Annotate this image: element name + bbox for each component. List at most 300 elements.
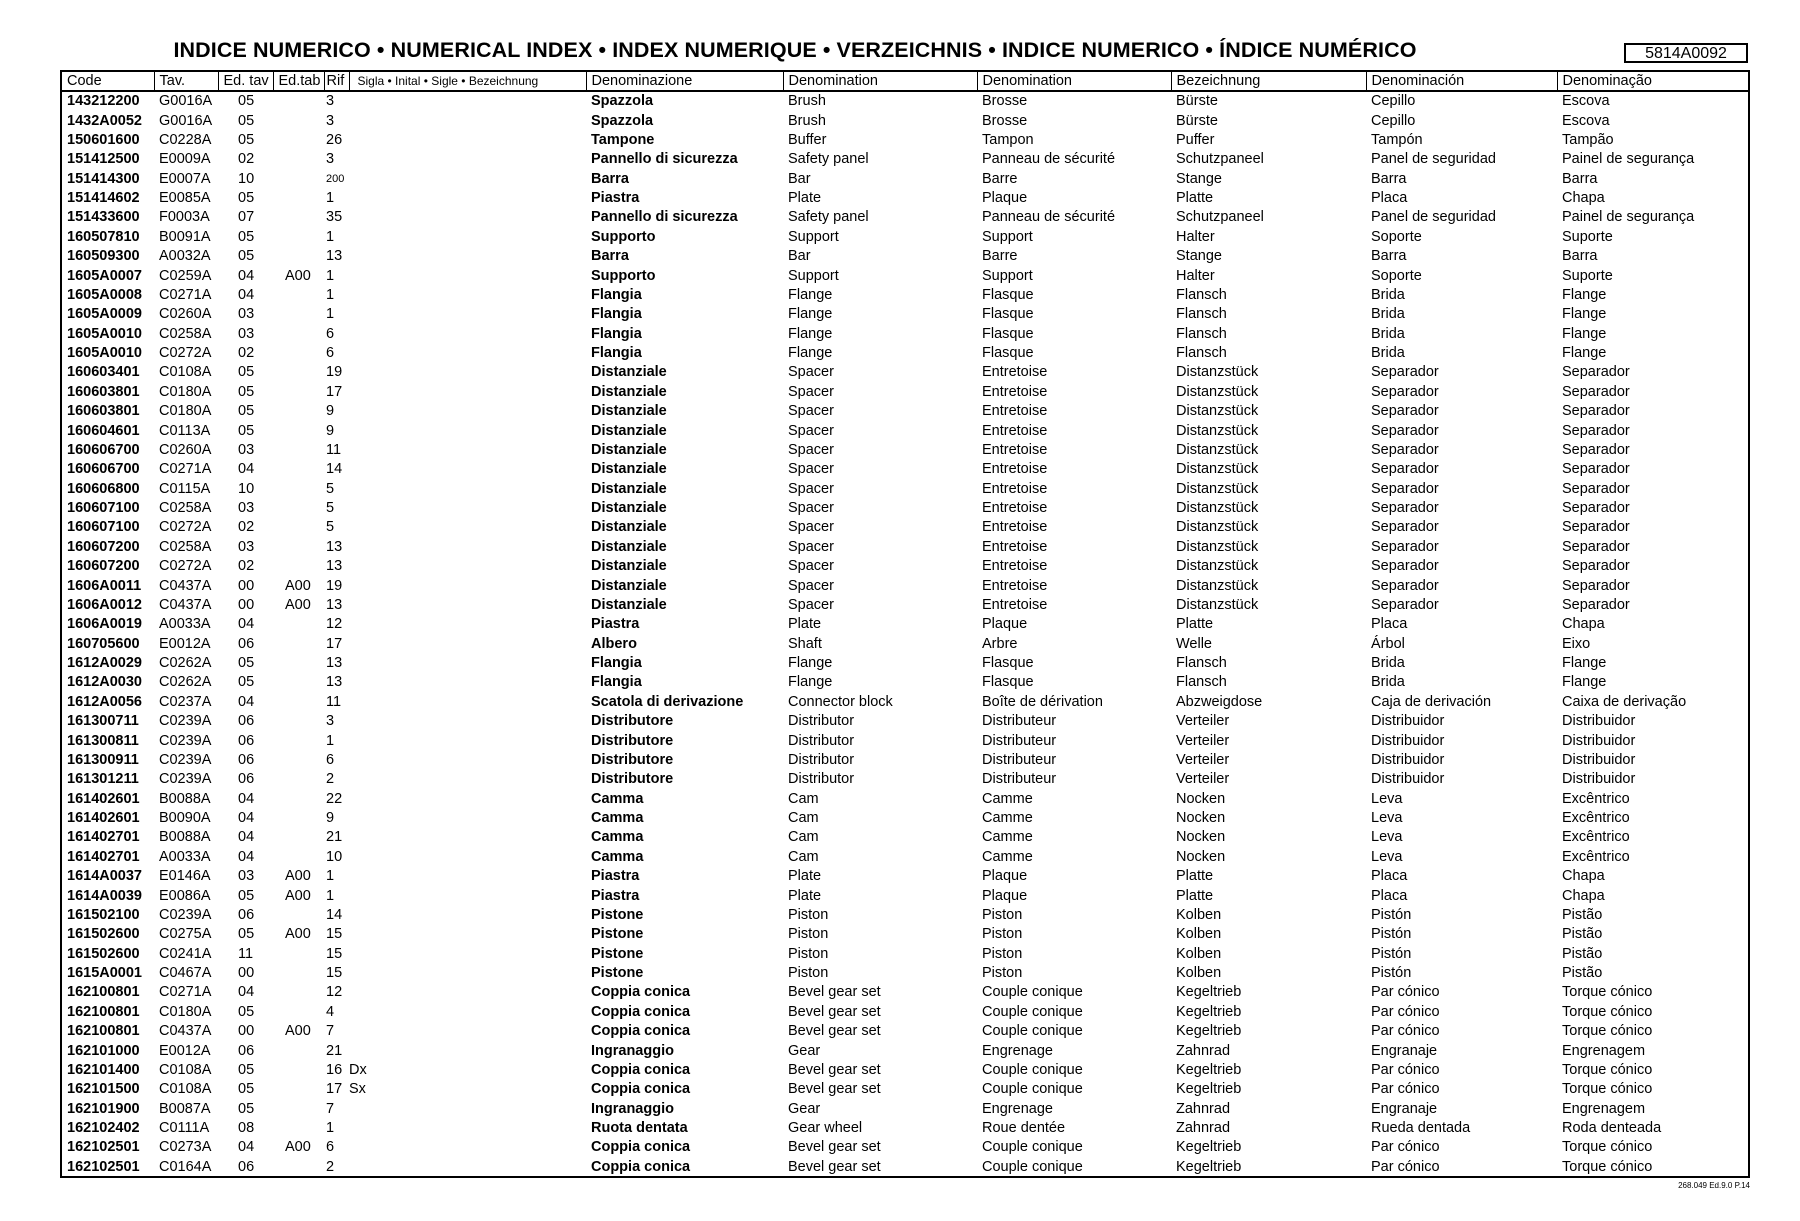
cell-rif: 3 <box>326 713 335 730</box>
cell-bezeichnung: Zahnrad <box>1176 1120 1231 1137</box>
cell-bezeichnung: Platte <box>1176 887 1214 904</box>
cell-tav: C0272A <box>159 558 212 575</box>
cell-sigla <box>349 1041 586 1060</box>
cell-bezeichnung: Halter <box>1176 267 1215 284</box>
cell-tav: C0239A <box>159 732 212 749</box>
cell-denominacion: Árbol <box>1371 635 1405 652</box>
cell-tav: C0180A <box>159 1003 212 1020</box>
cell-ed-tab <box>273 189 324 208</box>
cell-denominazione: Barra <box>591 170 629 187</box>
cell-denominazione: Camma <box>591 829 644 846</box>
cell-denominazione: Distanziale <box>591 558 667 575</box>
cell-denominazione: Tampone <box>591 131 655 148</box>
cell-denomination-fr: Support <box>982 267 1033 284</box>
cell-denominacion: Leva <box>1371 848 1403 865</box>
cell-denominazione: Supporto <box>591 228 656 245</box>
cell-sigla <box>349 247 586 266</box>
cell-code: 160604601 <box>67 422 140 439</box>
cell-denominacion: Cepillo <box>1371 93 1416 110</box>
cell-ed-tav: 05 <box>238 655 255 672</box>
cell-bezeichnung: Nocken <box>1176 829 1226 846</box>
cell-ed-tab <box>273 964 324 983</box>
cell-denomination-en: Bevel gear set <box>788 984 881 1001</box>
cell-code: 160509300 <box>67 248 140 265</box>
cell-denomination-fr: Entretoise <box>982 577 1048 594</box>
column-header-ed-tav: Ed. tav <box>218 72 273 91</box>
cell-denominacion: Pistón <box>1371 965 1412 982</box>
cell-denominacion: Separador <box>1371 538 1439 555</box>
cell-rif: 15 <box>326 945 343 962</box>
table-row <box>62 557 1748 576</box>
cell-denominazione: Distanziale <box>591 538 667 555</box>
cell-tav: B0088A <box>159 790 211 807</box>
cell-tav: C0273A <box>159 1139 212 1156</box>
cell-ed-tav: 03 <box>238 306 255 323</box>
cell-ed-tab: A00 <box>285 1023 311 1040</box>
cell-rif: 11 <box>326 441 342 458</box>
cell-tav: E0086A <box>159 887 211 904</box>
cell-code: 1605A0010 <box>67 325 142 342</box>
cell-denomination-fr: Entretoise <box>982 383 1048 400</box>
cell-bezeichnung: Distanzstück <box>1176 441 1259 458</box>
cell-bezeichnung: Kegeltrieb <box>1176 1081 1242 1098</box>
cell-ed-tab <box>273 1080 324 1099</box>
cell-sigla <box>349 286 586 305</box>
cell-ed-tav: 06 <box>238 751 255 768</box>
cell-code: 161300811 <box>67 732 139 749</box>
cell-rif: 2 <box>326 1158 335 1175</box>
cell-denominacion: Placa <box>1371 887 1408 904</box>
cell-ed-tav: 06 <box>238 732 255 749</box>
cell-ed-tav: 05 <box>238 364 255 381</box>
cell-denomination-en: Flange <box>788 345 833 362</box>
cell-tav: A0032A <box>159 248 211 265</box>
cell-rif: 3 <box>326 151 335 168</box>
cell-tav: C0437A <box>159 577 212 594</box>
table-row <box>62 770 1748 789</box>
cell-code: 161402701 <box>67 848 140 865</box>
table-row <box>62 576 1748 595</box>
cell-sigla <box>349 828 586 847</box>
cell-denomination-fr: Panneau de sécurité <box>982 209 1116 226</box>
column-header-code: Code <box>62 72 154 91</box>
cell-code: 162100801 <box>67 1023 140 1040</box>
table-row <box>62 499 1748 518</box>
cell-denominazione: Coppia conica <box>591 1081 691 1098</box>
cell-denomination-en: Plate <box>788 887 822 904</box>
cell-bezeichnung: Kegeltrieb <box>1176 1158 1242 1175</box>
table-row <box>62 344 1748 363</box>
cell-denominacao: Roda denteada <box>1562 1120 1662 1137</box>
cell-denominacao: Excêntrico <box>1562 848 1630 865</box>
cell-denomination-fr: Distributeur <box>982 771 1057 788</box>
cell-denominazione: Camma <box>591 810 644 827</box>
column-header-ed-tab: Ed.tab <box>273 72 324 91</box>
cell-denominacion: Separador <box>1371 519 1439 536</box>
cell-ed-tav: 05 <box>238 1081 255 1098</box>
cell-ed-tav: 05 <box>238 93 255 110</box>
cell-tav: B0088A <box>159 829 211 846</box>
cell-denominazione: Pistone <box>591 926 644 943</box>
cell-denomination-en: Spacer <box>788 480 834 497</box>
cell-denominacion: Separador <box>1371 364 1439 381</box>
cell-denominacion: Pistón <box>1371 906 1412 923</box>
cell-denomination-fr: Plaque <box>982 887 1028 904</box>
cell-sigla: Dx <box>349 1061 367 1078</box>
cell-ed-tab: A00 <box>285 577 311 594</box>
title-row <box>0 38 1800 68</box>
cell-denominazione: Ingranaggio <box>591 1100 674 1117</box>
cell-ed-tab <box>273 770 324 789</box>
column-header-denominacao: Denominação <box>1557 72 1748 91</box>
cell-ed-tab <box>273 208 324 227</box>
cell-ed-tab <box>273 228 324 247</box>
cell-ed-tav: 00 <box>238 1023 255 1040</box>
cell-denomination-en: Flange <box>788 674 833 691</box>
cell-ed-tab <box>273 421 324 440</box>
cell-tav: C0239A <box>159 751 212 768</box>
cell-bezeichnung: Distanzstück <box>1176 577 1259 594</box>
cell-code: 151433600 <box>67 209 140 226</box>
cell-code: 143212200 <box>67 93 140 110</box>
cell-denominazione: Coppia conica <box>591 1003 691 1020</box>
cell-denomination-en: Bevel gear set <box>788 1061 881 1078</box>
cell-denomination-fr: Entretoise <box>982 403 1048 420</box>
table-row <box>62 1100 1748 1119</box>
cell-ed-tav: 05 <box>238 383 255 400</box>
cell-denominazione: Distanziale <box>591 364 667 381</box>
cell-denominacion: Par cónico <box>1371 1003 1440 1020</box>
cell-ed-tav: 06 <box>238 1042 255 1059</box>
cell-tav: C0275A <box>159 926 212 943</box>
table-row <box>62 809 1748 828</box>
cell-denomination-fr: Distributeur <box>982 732 1057 749</box>
cell-denomination-en: Bevel gear set <box>788 1158 881 1175</box>
cell-sigla <box>349 111 586 130</box>
cell-denomination-fr: Roue dentée <box>982 1120 1066 1137</box>
cell-rif: 21 <box>326 1042 343 1059</box>
table-row <box>62 421 1748 440</box>
cell-rif: 15 <box>326 926 343 943</box>
cell-tav: C0108A <box>159 364 212 381</box>
cell-bezeichnung: Abzweigdose <box>1176 693 1263 710</box>
cell-bezeichnung: Stange <box>1176 170 1222 187</box>
cell-denominacion: Pistón <box>1371 945 1412 962</box>
cell-tav: C0180A <box>159 383 212 400</box>
cell-tav: C0239A <box>159 771 212 788</box>
table-row <box>62 828 1748 847</box>
cell-bezeichnung: Bürste <box>1176 93 1218 110</box>
cell-denomination-fr: Couple conique <box>982 1081 1083 1098</box>
cell-denominacion: Separador <box>1371 383 1439 400</box>
cell-denomination-en: Cam <box>788 810 819 827</box>
cell-tav: C0258A <box>159 538 212 555</box>
cell-denomination-fr: Couple conique <box>982 1158 1083 1175</box>
cell-ed-tav: 05 <box>238 190 255 207</box>
cell-denomination-fr: Flasque <box>982 325 1034 342</box>
cell-tav: B0087A <box>159 1100 211 1117</box>
cell-denominazione: Coppia conica <box>591 1139 691 1156</box>
numerical-index-table <box>62 72 1748 1177</box>
cell-ed-tav: 05 <box>238 1061 255 1078</box>
table-row <box>62 1138 1748 1157</box>
table-row <box>62 848 1748 867</box>
table-row <box>62 693 1748 712</box>
cell-denomination-en: Piston <box>788 926 829 943</box>
cell-rif: 13 <box>326 558 343 575</box>
cell-ed-tab <box>273 1041 324 1060</box>
cell-tav: C0271A <box>159 286 212 303</box>
cell-denomination-fr: Entretoise <box>982 500 1048 517</box>
cell-denomination-en: Piston <box>788 945 829 962</box>
cell-ed-tab <box>273 131 324 150</box>
cell-rif: 5 <box>326 500 335 517</box>
column-header-denomination-en: Denomination <box>783 72 977 91</box>
cell-denominazione: Distanziale <box>591 500 667 517</box>
cell-ed-tab <box>273 150 324 169</box>
cell-denominacion: Par cónico <box>1371 984 1440 1001</box>
cell-denominazione: Coppia conica <box>591 1061 691 1078</box>
cell-code: 161502600 <box>67 926 140 943</box>
cell-rif: 9 <box>326 422 335 439</box>
cell-denominacao: Distribuidor <box>1562 713 1636 730</box>
cell-denominazione: Piastra <box>591 616 640 633</box>
cell-denominacion: Distribuidor <box>1371 771 1445 788</box>
cell-ed-tav: 06 <box>238 635 255 652</box>
table-row <box>62 325 1748 344</box>
cell-sigla <box>349 848 586 867</box>
cell-rif: 13 <box>326 248 343 265</box>
cell-code: 1605A0009 <box>67 306 142 323</box>
cell-tav: C0260A <box>159 441 212 458</box>
cell-denominacion: Par cónico <box>1371 1139 1440 1156</box>
cell-sigla <box>349 693 586 712</box>
cell-denominacao: Pistão <box>1562 945 1603 962</box>
cell-denominacion: Engranaje <box>1371 1042 1438 1059</box>
cell-ed-tab <box>273 751 324 770</box>
cell-denomination-en: Cam <box>788 829 819 846</box>
cell-ed-tav: 05 <box>238 1100 255 1117</box>
cell-rif: 13 <box>326 596 343 613</box>
cell-rif: 12 <box>326 984 343 1001</box>
cell-ed-tab: A00 <box>285 868 311 885</box>
cell-denominazione: Distanziale <box>591 441 667 458</box>
cell-denominacion: Placa <box>1371 868 1408 885</box>
cell-tav: C0180A <box>159 403 212 420</box>
cell-bezeichnung: Schutzpaneel <box>1176 209 1264 226</box>
cell-tav: C0258A <box>159 500 212 517</box>
cell-denominazione: Pistone <box>591 965 644 982</box>
cell-ed-tab <box>273 538 324 557</box>
cell-tav: E0012A <box>159 1042 211 1059</box>
cell-sigla <box>349 460 586 479</box>
cell-sigla <box>349 305 586 324</box>
cell-bezeichnung: Distanzstück <box>1176 538 1259 555</box>
cell-denominazione: Flangia <box>591 325 642 342</box>
cell-ed-tav: 08 <box>238 1120 255 1137</box>
cell-code: 161402601 <box>67 810 140 827</box>
cell-denomination-fr: Entretoise <box>982 461 1048 478</box>
cell-tav: C0228A <box>159 131 212 148</box>
cell-denomination-fr: Entretoise <box>982 480 1048 497</box>
table-row <box>62 189 1748 208</box>
table-row <box>62 1158 1748 1177</box>
cell-code: 160507810 <box>67 228 140 245</box>
cell-ed-tab <box>273 906 324 925</box>
cell-denomination-en: Bar <box>788 170 811 187</box>
cell-denomination-en: Cam <box>788 790 819 807</box>
cell-denominazione: Pannello di sicurezza <box>591 151 738 168</box>
cell-sigla <box>349 363 586 382</box>
cell-denominacao: Separador <box>1562 596 1630 613</box>
cell-rif: 2 <box>326 771 335 788</box>
cell-denominacion: Separador <box>1371 577 1439 594</box>
cell-tav: C0437A <box>159 596 212 613</box>
cell-bezeichnung: Verteiler <box>1176 713 1230 730</box>
cell-ed-tab <box>273 344 324 363</box>
cell-bezeichnung: Kolben <box>1176 926 1222 943</box>
cell-bezeichnung: Bürste <box>1176 112 1218 129</box>
cell-denomination-fr: Brosse <box>982 93 1028 110</box>
cell-ed-tab <box>273 1061 324 1080</box>
cell-denominazione: Distanziale <box>591 422 667 439</box>
cell-denominacao: Torque cónico <box>1562 1139 1653 1156</box>
cell-denominacao: Flange <box>1562 655 1607 672</box>
cell-denominacion: Par cónico <box>1371 1081 1440 1098</box>
table-row <box>62 1022 1748 1041</box>
cell-sigla <box>349 1138 586 1157</box>
cell-rif: 1 <box>326 868 335 885</box>
cell-ed-tav: 10 <box>238 170 255 187</box>
cell-denominacao: Separador <box>1562 577 1630 594</box>
cell-denomination-en: Piston <box>788 906 829 923</box>
cell-denomination-fr: Entretoise <box>982 558 1048 575</box>
cell-denomination-fr: Flasque <box>982 286 1034 303</box>
cell-sigla <box>349 1119 586 1138</box>
cell-denomination-fr: Entretoise <box>982 538 1048 555</box>
cell-sigla <box>349 383 586 402</box>
cell-code: 1612A0056 <box>67 693 142 710</box>
cell-denomination-fr: Entretoise <box>982 364 1048 381</box>
cell-denominacao: Flange <box>1562 286 1607 303</box>
cell-tav: E0009A <box>159 151 211 168</box>
cell-denomination-en: Distributor <box>788 713 855 730</box>
cell-code: 160607200 <box>67 558 140 575</box>
column-header-bezeichnung: Bezeichnung <box>1171 72 1366 91</box>
cell-denominacao: Torque cónico <box>1562 1158 1653 1175</box>
cell-bezeichnung: Distanzstück <box>1176 364 1259 381</box>
table-row <box>62 266 1748 285</box>
cell-denominacion: Brida <box>1371 655 1405 672</box>
cell-denominacion: Par cónico <box>1371 1061 1440 1078</box>
cell-rif: 3 <box>326 93 335 110</box>
cell-rif: 1 <box>326 732 335 749</box>
cell-ed-tav: 03 <box>238 325 255 342</box>
cell-denomination-en: Plate <box>788 190 822 207</box>
cell-code: 160607100 <box>67 500 140 517</box>
cell-denominazione: Coppia conica <box>591 1023 691 1040</box>
cell-denominacao: Separador <box>1562 441 1630 458</box>
cell-tav: C0272A <box>159 345 212 362</box>
cell-bezeichnung: Flansch <box>1176 325 1227 342</box>
table-row <box>62 1003 1748 1022</box>
cell-denomination-fr: Entretoise <box>982 422 1048 439</box>
cell-ed-tab <box>273 363 324 382</box>
cell-denominacion: Cepillo <box>1371 112 1416 129</box>
cell-denominazione: Camma <box>591 848 644 865</box>
cell-denominazione: Flangia <box>591 655 642 672</box>
cell-denominacao: Torque cónico <box>1562 1023 1653 1040</box>
cell-denominazione: Piastra <box>591 887 640 904</box>
cell-bezeichnung: Flansch <box>1176 306 1227 323</box>
cell-bezeichnung: Kegeltrieb <box>1176 984 1242 1001</box>
cell-rif: 6 <box>326 751 335 768</box>
cell-code: 162101900 <box>67 1100 140 1117</box>
cell-denomination-fr: Engrenage <box>982 1042 1053 1059</box>
cell-denominacao: Caixa de derivação <box>1562 693 1687 710</box>
cell-bezeichnung: Kegeltrieb <box>1176 1061 1242 1078</box>
cell-rif: 6 <box>326 325 335 342</box>
cell-ed-tav: 07 <box>238 209 255 226</box>
cell-denominazione: Ingranaggio <box>591 1042 674 1059</box>
cell-sigla <box>349 441 586 460</box>
cell-denominacao: Barra <box>1562 248 1598 265</box>
cell-code: 162102402 <box>67 1120 140 1137</box>
cell-rif: 7 <box>326 1023 335 1040</box>
cell-denominacao: Barra <box>1562 170 1598 187</box>
cell-sigla <box>349 91 586 111</box>
cell-sigla <box>349 712 586 731</box>
cell-sigla <box>349 1003 586 1022</box>
column-header-rif: Rif <box>324 72 349 91</box>
table-row <box>62 790 1748 809</box>
cell-denomination-en: Spacer <box>788 403 834 420</box>
cell-denominacion: Separador <box>1371 441 1439 458</box>
cell-denominacao: Suporte <box>1562 228 1613 245</box>
cell-rif: 17 <box>326 1081 343 1098</box>
cell-ed-tab <box>273 91 324 111</box>
cell-denomination-en: Bevel gear set <box>788 1003 881 1020</box>
cell-ed-tav: 04 <box>238 848 255 865</box>
cell-rif: 14 <box>326 461 343 478</box>
cell-rif: 6 <box>326 1139 335 1156</box>
cell-denominacao: Torque cónico <box>1562 1003 1653 1020</box>
cell-bezeichnung: Flansch <box>1176 655 1227 672</box>
cell-denomination-en: Distributor <box>788 751 855 768</box>
cell-rif: 17 <box>326 383 343 400</box>
cell-denominazione: Distanziale <box>591 596 667 613</box>
cell-ed-tab <box>273 402 324 421</box>
table-row <box>62 111 1748 130</box>
cell-ed-tav: 02 <box>238 558 255 575</box>
cell-denominacao: Chapa <box>1562 616 1605 633</box>
cell-sigla <box>349 557 586 576</box>
cell-tav: E0007A <box>159 170 211 187</box>
cell-denomination-fr: Camme <box>982 829 1033 846</box>
table-row <box>62 731 1748 750</box>
table-row <box>62 751 1748 770</box>
cell-tav: C0237A <box>159 693 212 710</box>
cell-ed-tav: 05 <box>238 131 255 148</box>
cell-code: 1605A0008 <box>67 286 142 303</box>
cell-code: 160606700 <box>67 461 140 478</box>
cell-ed-tav: 04 <box>238 616 255 633</box>
cell-denominacion: Placa <box>1371 616 1408 633</box>
cell-denominacao: Painel de segurança <box>1562 209 1695 226</box>
cell-bezeichnung: Platte <box>1176 616 1214 633</box>
cell-code: 161300911 <box>67 751 139 768</box>
cell-bezeichnung: Verteiler <box>1176 732 1230 749</box>
